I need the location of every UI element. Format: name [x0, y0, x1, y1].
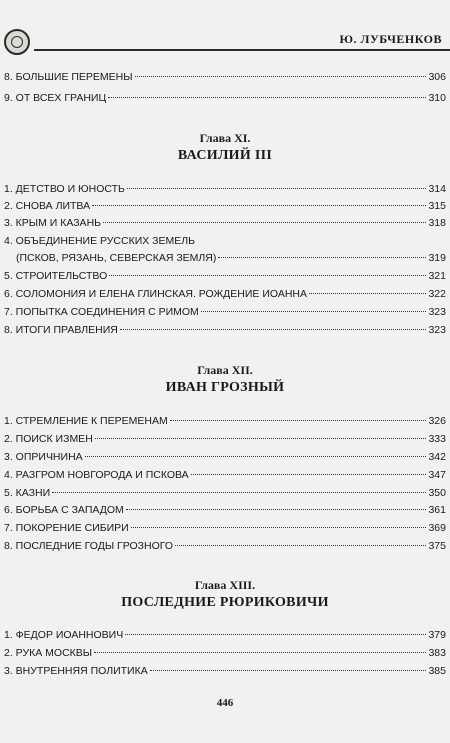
dot-leader	[150, 670, 427, 671]
toc-entry-page: 385	[428, 665, 446, 677]
toc-entry[interactable]	[4, 323, 446, 337]
toc-entry-title: 3. КРЫМ И КАЗАНЬ	[4, 217, 102, 229]
dot-leader	[201, 311, 427, 312]
toc-entry-title: 9. ОТ ВСЕХ ГРАНИЦ	[4, 92, 107, 104]
toc-entry-multiline[interactable]	[4, 234, 446, 248]
chapter-title: ИВАН ГРОЗНЫЙ	[165, 380, 285, 395]
toc-entry-continuation[interactable]	[16, 251, 446, 265]
dot-leader	[109, 275, 426, 276]
toc-entry-title: 7. ПОПЫТКА СОЕДИНЕНИЯ С РИМОМ	[4, 306, 199, 318]
toc-entry[interactable]	[4, 486, 446, 500]
toc-entry[interactable]	[4, 539, 446, 553]
toc-entry-page: 350	[428, 487, 446, 499]
toc-entry-title: 6. БОРЬБА С ЗАПАДОМ	[4, 504, 124, 516]
dot-leader	[120, 329, 427, 330]
publisher-emblem-icon	[4, 29, 30, 55]
toc-entry-title: 2. РУКА МОСКВЫ	[4, 647, 93, 659]
toc-entry-page: 318	[428, 217, 446, 229]
chapter-label: Глава XII.	[197, 363, 253, 377]
dot-leader	[125, 634, 426, 635]
toc-entry-title: 2. СНОВА ЛИТВА	[4, 200, 91, 212]
chapter-label: Глава XI.	[199, 131, 251, 145]
toc-entry-title: 8. БОЛЬШИЕ ПЕРЕМЕНЫ	[4, 71, 133, 83]
toc-entry[interactable]	[4, 450, 446, 464]
dot-leader	[175, 545, 426, 546]
toc-entry-page: 347	[428, 469, 446, 481]
toc-entry[interactable]	[4, 646, 446, 660]
toc-entry[interactable]	[4, 503, 446, 517]
dot-leader	[131, 527, 427, 528]
toc-entry[interactable]	[4, 305, 446, 319]
toc-entry-page: 383	[428, 647, 446, 659]
dot-leader	[85, 456, 427, 457]
author-name: Ю. ЛУБЧЕНКОВ	[339, 32, 442, 46]
running-header	[0, 22, 450, 62]
toc-entry-page: 322	[428, 288, 446, 300]
dot-leader	[92, 205, 426, 206]
chapter-title: ВАСИЛИЙ III	[177, 148, 273, 163]
toc-entry[interactable]	[4, 468, 446, 482]
header-rule	[34, 49, 450, 51]
toc-entry-page: 323	[428, 306, 446, 318]
dot-leader	[218, 257, 426, 258]
toc-entry-page: 315	[428, 200, 446, 212]
toc-entry-page: 326	[428, 415, 446, 427]
toc-entry-page: 342	[428, 451, 446, 463]
toc-entry-title: 3. ОПРИЧНИНА	[4, 451, 83, 463]
toc-entry-page: 310	[428, 92, 446, 104]
toc-entry[interactable]	[4, 216, 446, 230]
dot-leader	[94, 652, 426, 653]
dot-leader	[103, 222, 426, 223]
toc-entry[interactable]	[4, 664, 446, 678]
toc-entry-subtitle: (ПСКОВ, РЯЗАНЬ, СЕВЕРСКАЯ ЗЕМЛЯ)	[16, 252, 217, 264]
toc-entry-page: 319	[428, 252, 446, 264]
toc-entry-title: 2. ПОИСК ИЗМЕН	[4, 433, 93, 445]
toc-entry[interactable]	[4, 521, 446, 535]
page-number: 446	[216, 697, 234, 709]
toc-entry-title: 8. ПОСЛЕДНИЕ ГОДЫ ГРОЗНОГО	[4, 540, 174, 552]
toc-entry[interactable]	[4, 269, 446, 283]
toc-entry-page: 375	[428, 540, 446, 552]
toc-entry-page: 379	[428, 629, 446, 641]
dot-leader	[108, 97, 426, 98]
toc-entry-title: 1. ФЕДОР ИОАННОВИЧ	[4, 629, 124, 641]
toc-entry-page: 306	[428, 71, 446, 83]
toc-entry-page: 333	[428, 433, 446, 445]
toc-entry-title: 1. ДЕТСТВО И ЮНОСТЬ	[4, 183, 125, 195]
toc-entry-title: 8. ИТОГИ ПРАВЛЕНИЯ	[4, 324, 118, 336]
toc-entry-title: 6. СОЛОМОНИЯ И ЕЛЕНА ГЛИНСКАЯ. РОЖДЕНИЕ ИОАННА	[4, 288, 308, 300]
chapter-title: ПОСЛЕДНИЕ РЮРИКОВИЧИ	[121, 595, 329, 610]
toc-entry-title: 4. ОБЪЕДИНЕНИЕ РУССКИХ ЗЕМЕЛЬ	[4, 235, 196, 247]
toc-entry[interactable]	[4, 432, 446, 446]
toc-entry-page: 369	[428, 522, 446, 534]
toc-entry[interactable]	[4, 182, 446, 196]
toc-entry-title: 7. ПОКОРЕНИЕ СИБИРИ	[4, 522, 129, 534]
toc-entry-title: 5. КАЗНИ	[4, 487, 51, 499]
toc-entry[interactable]	[4, 91, 446, 105]
dot-leader	[191, 474, 427, 475]
chapter-label: Глава XIII.	[194, 578, 256, 592]
dot-leader	[135, 76, 427, 77]
dot-leader	[309, 293, 426, 294]
toc-entry-page: 314	[428, 183, 446, 195]
toc-entry-page: 361	[428, 504, 446, 516]
toc-entry[interactable]	[4, 414, 446, 428]
toc-entry[interactable]	[4, 628, 446, 642]
toc-entry[interactable]	[4, 287, 446, 301]
dot-leader	[127, 188, 427, 189]
toc-entry-title: 1. СТРЕМЛЕНИЕ К ПЕРЕМЕНАМ	[4, 415, 168, 427]
toc-entry-title: 4. РАЗГРОМ НОВГОРОДА И ПСКОВА	[4, 469, 189, 481]
toc-entry-title: 5. СТРОИТЕЛЬСТВО	[4, 270, 108, 282]
dot-leader	[170, 420, 427, 421]
dot-leader	[95, 438, 427, 439]
dot-leader	[52, 492, 426, 493]
toc-entry-page: 323	[428, 324, 446, 336]
toc-entry-page: 321	[428, 270, 446, 282]
toc-entry[interactable]	[4, 70, 446, 84]
toc-entry-title: 3. ВНУТРЕННЯЯ ПОЛИТИКА	[4, 665, 148, 677]
dot-leader	[126, 509, 427, 510]
toc-entry[interactable]	[4, 199, 446, 213]
